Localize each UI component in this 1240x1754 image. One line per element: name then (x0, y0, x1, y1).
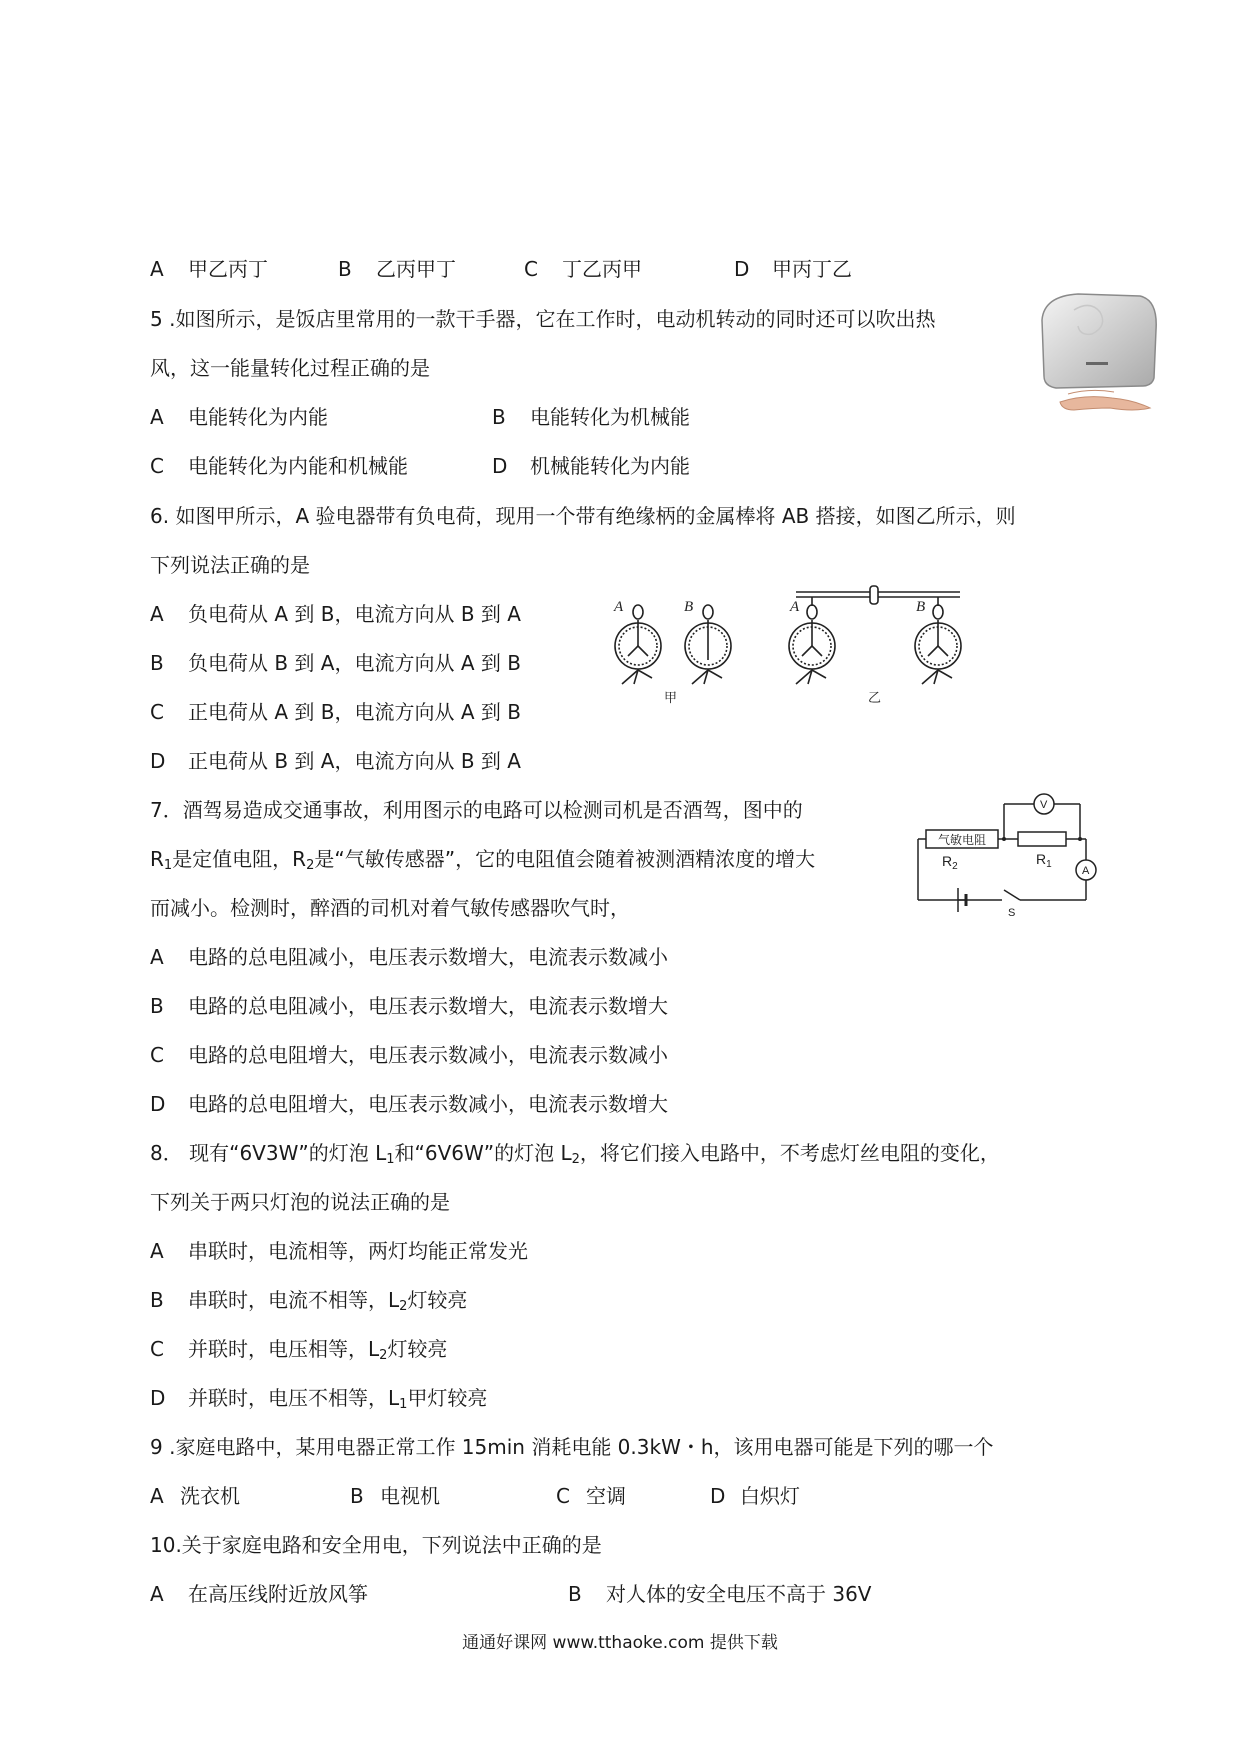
q10-option-a: A 在高压线附近放风筝 (150, 1582, 368, 1606)
q7-option-b: B 电路的总电阻减小，电压表示数增大，电流表示数增大 (150, 994, 668, 1018)
q8-stem-line2: 下列关于两只灯泡的说法正确的是 (150, 1190, 450, 1214)
electroscope-a-left (615, 605, 661, 684)
figure-label-yi: 乙 (868, 691, 882, 706)
footer-text: 通通好课网 www.tthaoke.com 提供下载 (462, 1633, 778, 1653)
label-a-left: A (614, 599, 624, 615)
q10-option-b: B 对人体的安全电压不高于 36V (568, 1582, 872, 1606)
label-b-right: B (916, 599, 926, 615)
electroscope-a-right (789, 605, 835, 684)
q4-option-a: A 甲乙丙丁 (150, 257, 268, 281)
q6-option-d: D 正电荷从 B 到 A，电流方向从 B 到 A (150, 749, 521, 773)
electroscope-b-left (685, 605, 731, 684)
q5-option-c: C 电能转化为内能和机械能 (150, 454, 408, 478)
r1-label: $R_1$ (1036, 851, 1052, 870)
q8-option-b: B 串联时，电流不相等，$L_2$灯较亮 (150, 1288, 468, 1314)
q7-option-a: A 电路的总电阻减小，电压表示数增大，电流表示数减小 (150, 945, 668, 969)
q6-option-a: A 负电荷从 A 到 B，电流方向从 B 到 A (150, 602, 521, 626)
q4-option-c: C 丁乙丙甲 (524, 257, 642, 281)
switch (1004, 890, 1020, 900)
q8-option-d: D 并联时，电压不相等，$L_1$甲灯较亮 (150, 1386, 488, 1412)
hand-dryer-image (1034, 290, 1160, 420)
ammeter-label: A (1082, 865, 1090, 877)
q5-option-b: B 电能转化为机械能 (492, 405, 690, 429)
q9-option-b: B 电视机 (350, 1484, 440, 1508)
q10-stem: 10.关于家庭电路和安全用电，下列说法中正确的是 (150, 1533, 602, 1557)
q8-stem-line1: 8． 现有“6V3W”的灯泡 $L_1$和“6V6W”的灯泡 $L_2$，将它们接入电路中，不考虑灯丝电阻的变化， (150, 1141, 1000, 1167)
q5-stem-line1: 5 .如图所示，是饭店里常用的一款干手器，它在工作时，电动机转动的同时还可以吹出热 (150, 307, 936, 331)
label-a-right: A (790, 599, 800, 615)
q5-option-d: D 机械能转化为内能 (492, 454, 690, 478)
q6-stem-line2: 下列说法正确的是 (150, 553, 310, 577)
q4-option-d: D 甲丙丁乙 (734, 257, 852, 281)
q7-stem-line3: 而减小。检测时，醉酒的司机对着气敏传感器吹气时， (150, 896, 630, 920)
q5-option-a: A 电能转化为内能 (150, 405, 328, 429)
switch-label: S (1008, 907, 1016, 918)
r1-resistor (1018, 832, 1066, 846)
q7-stem-line2: $R_1$是定值电阻，$R_2$是“气敏传感器”，它的电阻值会随着被测酒精浓度的增大 (150, 847, 816, 873)
electroscope-figure (600, 584, 980, 706)
metal-rod (796, 586, 960, 606)
voltmeter-label: V (1040, 799, 1048, 811)
circuit-diagram (908, 788, 1106, 918)
label-b-left: B (684, 599, 694, 615)
q8-option-c: C 并联时，电压相等，$L_2$灯较亮 (150, 1337, 448, 1363)
figure-label-jia: 甲 (664, 691, 678, 706)
r2-label: $R_2$ (942, 853, 958, 872)
q6-option-b: B 负电荷从 B 到 A，电流方向从 A 到 B (150, 651, 521, 675)
electroscope-b-right (915, 605, 961, 684)
q8-option-a: A 串联时，电流相等，两灯均能正常发光 (150, 1239, 528, 1263)
q9-option-a: A 洗衣机 (150, 1484, 240, 1508)
q4-option-b: B 乙丙甲丁 (338, 257, 456, 281)
q7-stem-line1: 7．酒驾易造成交通事故，利用图示的电路可以检测司机是否酒驾，图中的 (150, 798, 803, 822)
q9-option-c: C 空调 (556, 1484, 626, 1508)
q6-stem-line1: 6. 如图甲所示，A 验电器带有负电荷，现用一个带有绝缘柄的金属棒将 AB 搭接，如图乙所示，则 (150, 504, 1016, 528)
sensor-label: 气敏电阻 (937, 833, 987, 847)
q7-option-d: D 电路的总电阻增大，电压表示数减小，电流表示数增大 (150, 1092, 668, 1116)
q6-option-c: C 正电荷从 A 到 B，电流方向从 A 到 B (150, 700, 521, 724)
q5-stem-line2: 风，这一能量转化过程正确的是 (150, 356, 430, 380)
q9-stem: 9 .家庭电路中，某用电器正常工作 15min 消耗电能 0.3kW・h，该用电器可能是下列的哪一个 (150, 1435, 994, 1459)
q7-option-c: C 电路的总电阻增大，电压表示数减小，电流表示数减小 (150, 1043, 668, 1067)
q9-option-d: D 白炽灯 (710, 1484, 800, 1508)
